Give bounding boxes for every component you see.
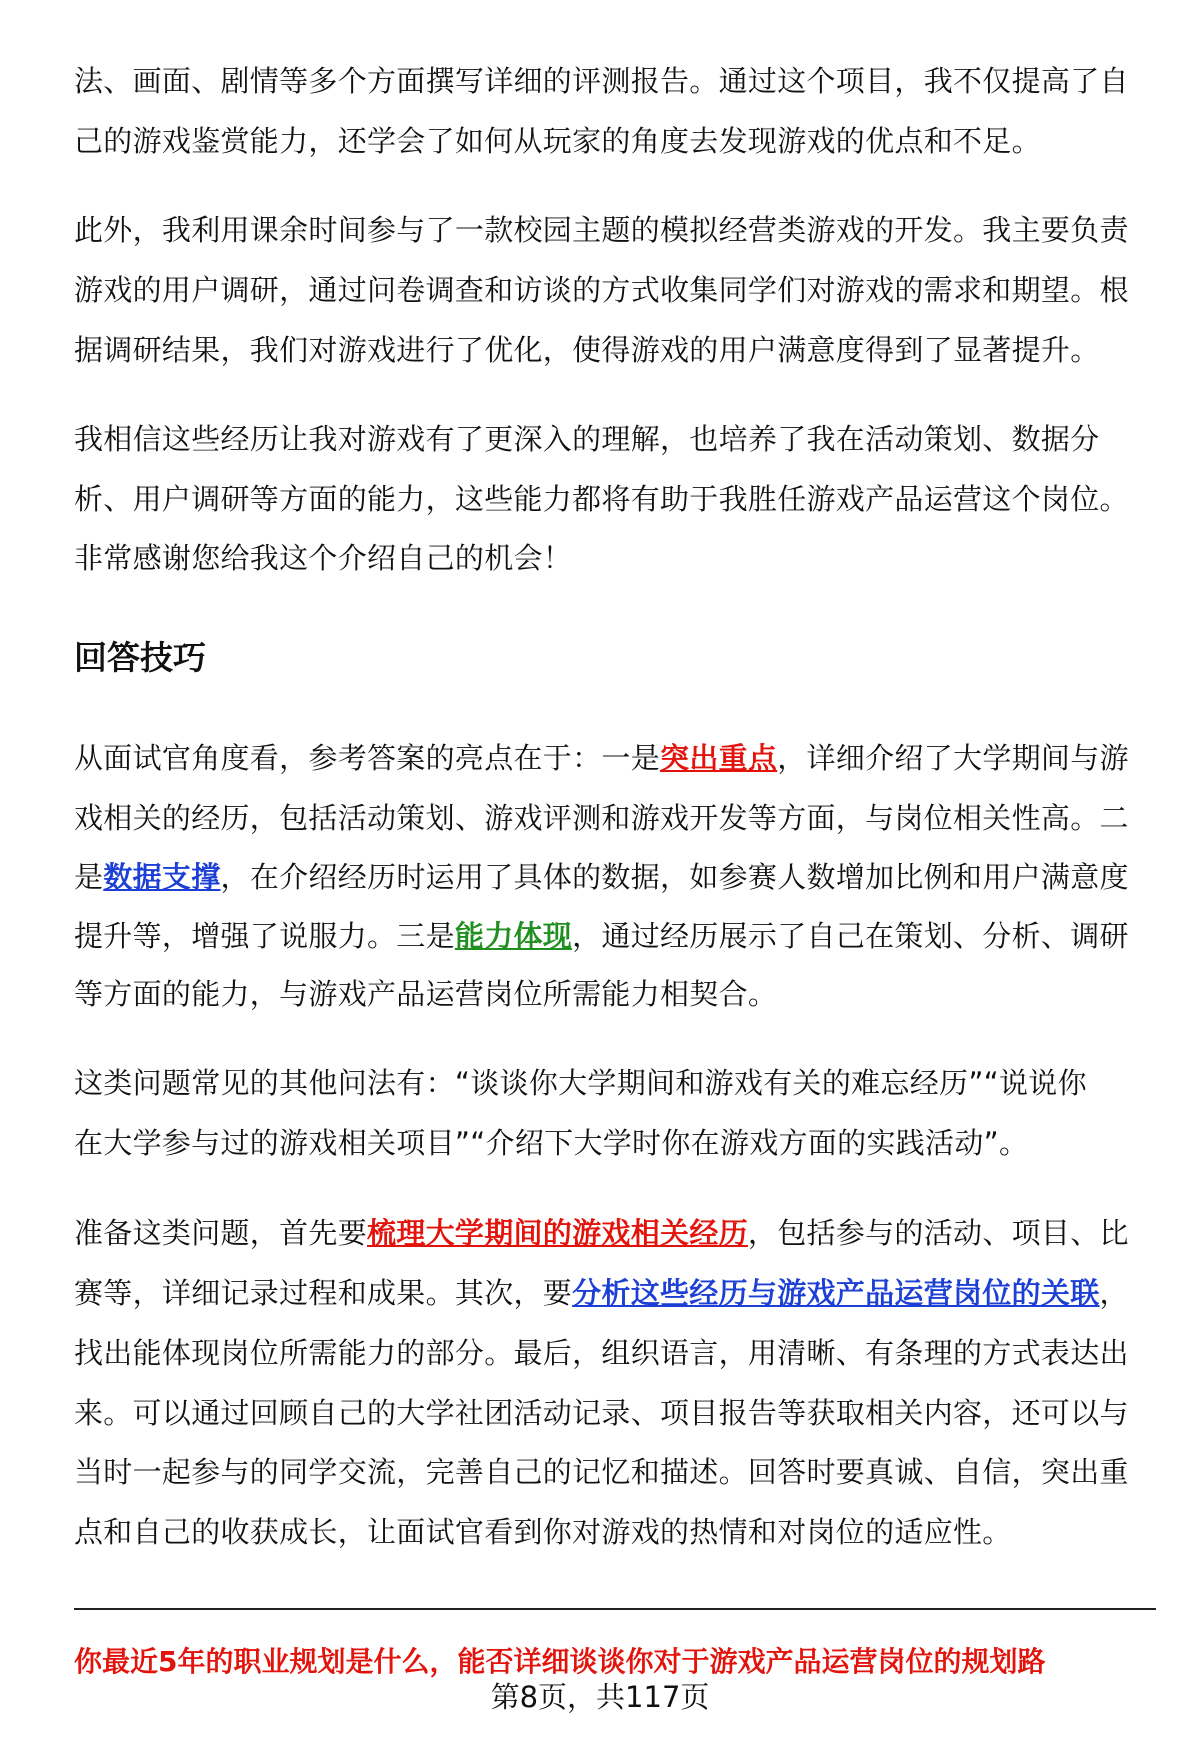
text: ，	[1099, 1276, 1129, 1310]
text-line: 找出能体现岗位所需能力的部分。最后，组织语言，用清晰、有条理的方式表达出	[74, 1336, 1129, 1370]
text: ，详细介绍了大学期间与游	[777, 741, 1129, 775]
highlight-sort-experience: 梳理大学期间的游戏相关经历	[367, 1216, 748, 1250]
text: ，包括参与的活动、项目、比	[747, 1216, 1129, 1250]
text-line: 己的游戏鉴赏能力，还学会了如何从玩家的角度去发现游戏的优点和不足。	[74, 124, 1041, 158]
text: 从面试官角度看，参考答案的亮点在于：一是	[74, 741, 661, 775]
text: 是	[74, 860, 104, 894]
text: ，通过经历展示了自己在策划、分析、调研	[572, 919, 1129, 953]
text-line: 此外，我利用课余时间参与了一款校园主题的模拟经营类游戏的开发。我主要负责	[74, 213, 1129, 247]
highlight-key-point: 突出重点	[660, 741, 778, 775]
text: ，在介绍经历时运用了具体的数据，如参赛人数增加比例和用户满意度	[220, 860, 1129, 894]
text-line	[74, 857, 1154, 897]
text-line: 等方面的能力，与游戏产品运营岗位所需能力相契合。	[74, 977, 778, 1011]
highlight-ability: 能力体现	[454, 919, 573, 953]
text-line: 法、画面、剧情等多个方面撰写详细的评测报告。通过这个项目，我不仅提高了自	[74, 64, 1129, 98]
text-line	[74, 1213, 1154, 1253]
text-line: 据调研结果，我们对游戏进行了优化，使得游戏的用户满意度得到了显著提升。	[74, 333, 1100, 367]
text: 赛等，详细记录过程和成果。其次，要	[74, 1276, 573, 1310]
text-line: 点和自己的收获成长，让面试官看到你对游戏的热情和对岗位的适应性。	[74, 1515, 1012, 1549]
text-line: 非常感谢您给我这个介绍自己的机会！	[74, 541, 573, 575]
text-line: 在大学参与过的游戏相关项目”“介绍下大学时你在游戏方面的实践活动”。	[74, 1126, 1029, 1160]
text-line: 我相信这些经历让我对游戏有了更深入的理解，也培养了我在活动策划、数据分	[74, 422, 1100, 456]
text-line: 这类问题常见的其他问法有：“谈谈你大学期间和游戏有关的难忘经历”“说说你	[74, 1066, 1087, 1100]
highlight-analyze-relation: 分析这些经历与游戏产品运营岗位的关联	[572, 1276, 1100, 1310]
text-line	[74, 738, 1154, 778]
divider	[74, 1608, 1156, 1610]
text-line	[74, 916, 1154, 956]
text-line: 戏相关的经历，包括活动策划、游戏评测和游戏开发等方面，与岗位相关性高。二	[74, 801, 1129, 835]
page-number: 第8页，共117页	[490, 1680, 710, 1714]
section-heading: 回答技巧	[74, 638, 206, 677]
text-line	[74, 1273, 1154, 1313]
text: 准备这类问题，首先要	[74, 1216, 368, 1250]
text-line: 析、用户调研等方面的能力，这些能力都将有助于我胜任游戏产品运营这个岗位。	[74, 482, 1129, 516]
text-line: 游戏的用户调研，通过问卷调查和访谈的方式收集同学们对游戏的需求和期望。根	[74, 273, 1129, 307]
next-question-title: 你最近5年的职业规划是什么，能否详细谈谈你对于游戏产品运营岗位的规划路	[74, 1645, 1046, 1678]
highlight-data-support: 数据支撑	[103, 860, 221, 894]
text: 提升等，增强了说服力。三是	[74, 919, 455, 953]
text-line: 当时一起参与的同学交流，完善自己的记忆和描述。回答时要真诚、自信，突出重	[74, 1455, 1129, 1489]
text-line: 来。可以通过回顾自己的大学社团活动记录、项目报告等获取相关内容，还可以与	[74, 1396, 1129, 1430]
